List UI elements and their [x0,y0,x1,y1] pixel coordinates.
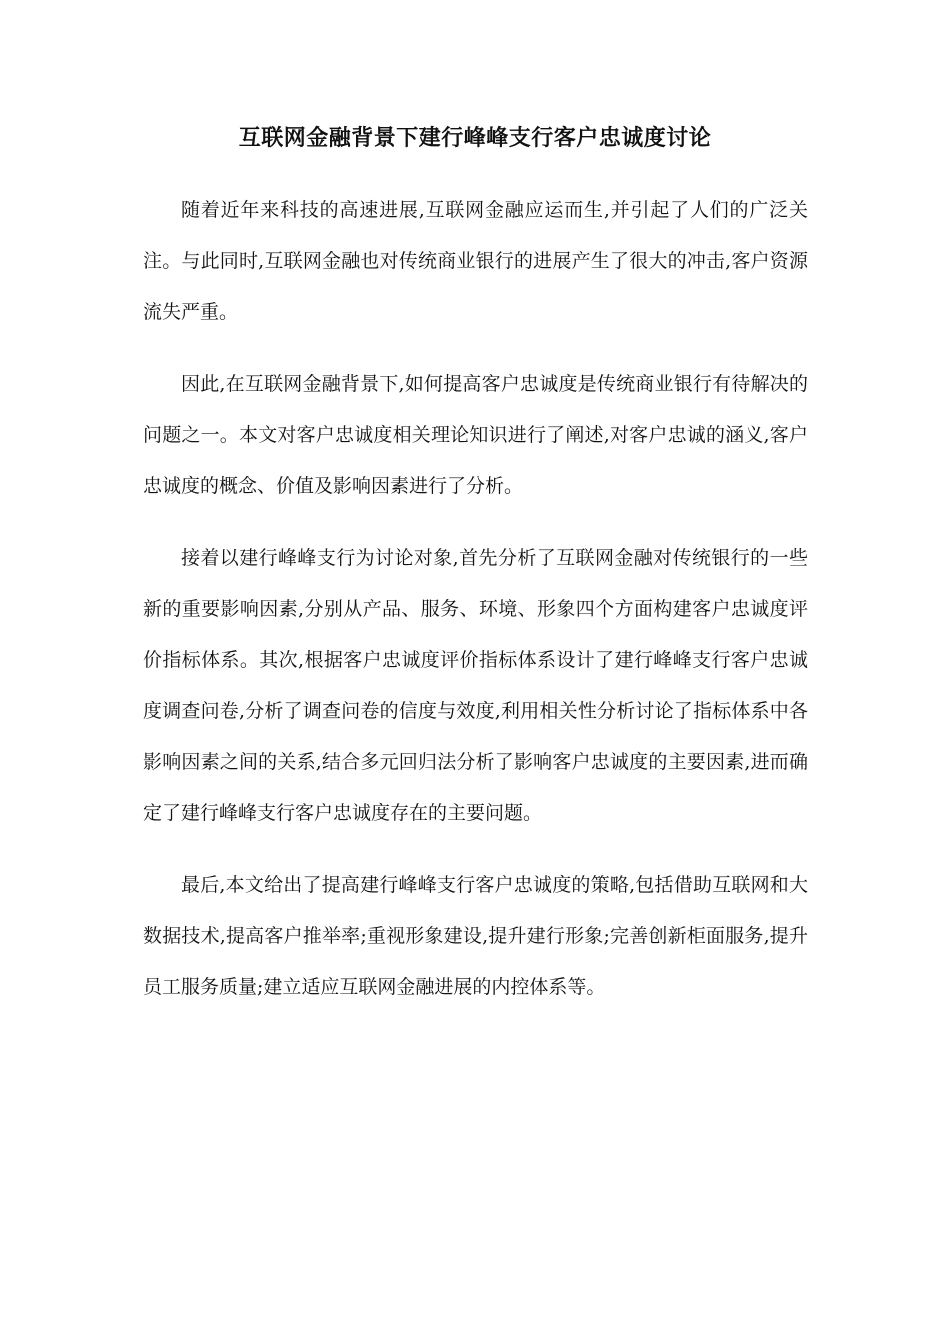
paragraph-4: 最后,本文给出了提高建行峰峰支行客户忠诚度的策略,包括借助互联网和大数据技术,提高客户推举率;重视形象建设,提升建行形象;完善创新柜面服务,提升员工服务质量;建立适应互联网金融进展的内控体系等。 [143,874,808,998]
document-title: 互联网金融背景下建行峰峰支行客户忠诚度讨论 [238,125,712,151]
paragraph-2: 因此,在互联网金融背景下,如何提高客户忠诚度是传统商业银行有待解决的问题之一。本文对客户忠诚度相关理论知识进行了阐述,对客户忠诚的涵义,客户忠诚度的概念、价值及影响因素进行了分析。 [143,373,808,497]
paragraph-3: 接着以建行峰峰支行为讨论对象,首先分析了互联网金融对传统银行的一些新的重要影响因素,分别从产品、服务、环境、形象四个方面构建客户忠诚度评价指标体系。其次,根据客户忠诚度评价指标体系设计了建行峰峰支行客户忠诚度调查问卷,分析了调查问卷的信度与效度,利用相关性分析讨论了指标体系中各影响因素之间的关系,结合多元回归法分析了影响客户忠诚度的主要因素,进而确定了建行峰峰支行客户忠诚度存在的主要问题。 [143,547,808,824]
paragraph-1: 随着近年来科技的高速进展,互联网金融应运而生,并引起了人们的广泛关注。与此同时,互联网金融也对传统商业银行的进展产生了很大的冲击,客户资源流失严重。 [143,199,808,323]
document-body [143,185,808,1034]
